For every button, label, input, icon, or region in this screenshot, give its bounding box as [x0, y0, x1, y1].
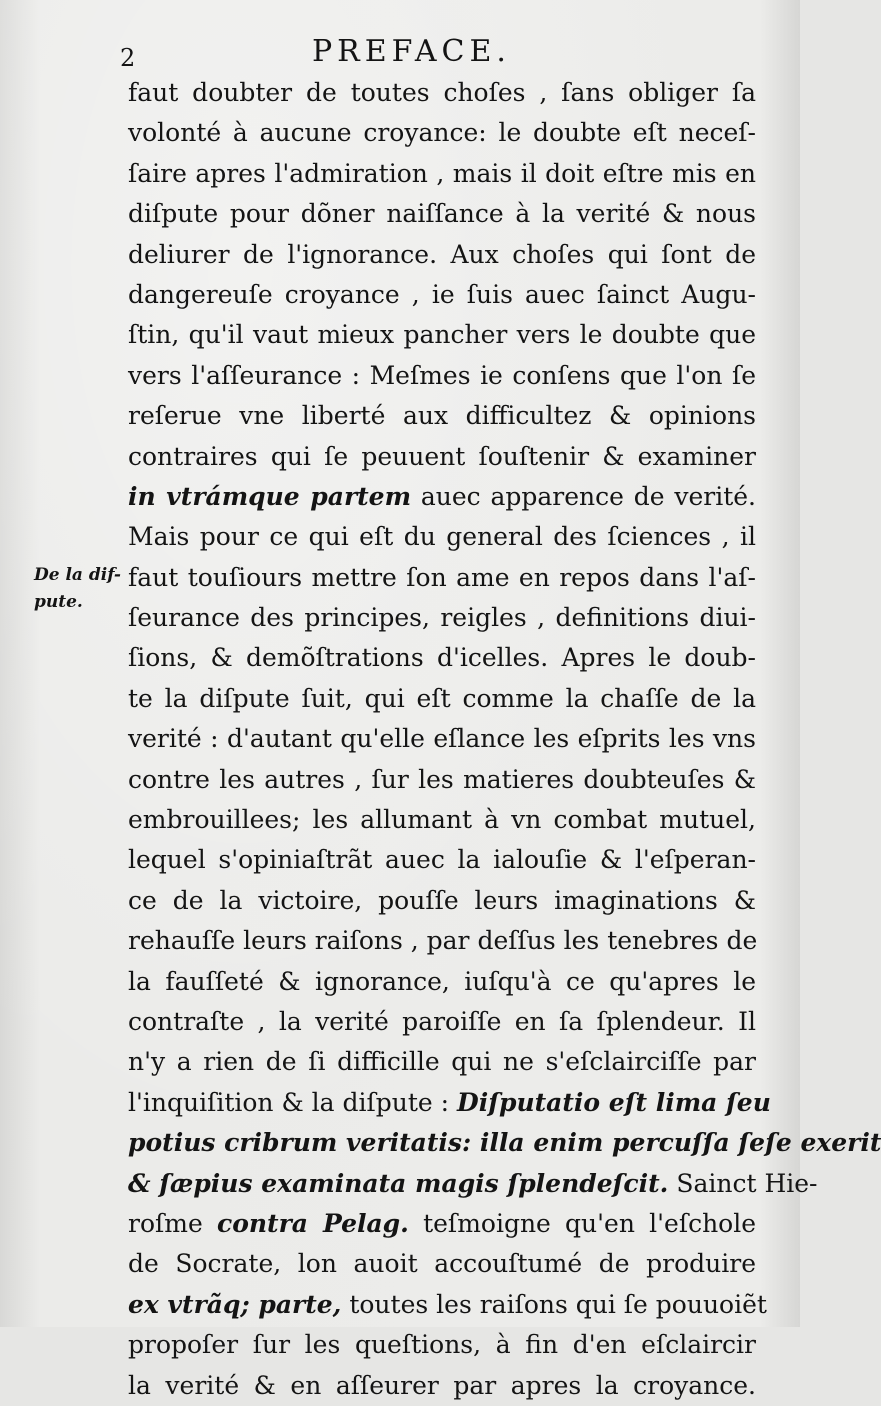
text-line [128, 1123, 881, 1163]
italic-text: potius cribrum veritatis: illa enim percuſſa ſeſe exerit [128, 1128, 881, 1158]
text-segment: de Socrate, lon auoit accouſtumé de produire [128, 1249, 756, 1279]
text-line [128, 315, 756, 355]
text-line [128, 154, 756, 194]
text-segment: lequel s'opiniaſtrãt auec la ialouſie & l'eſperan- [128, 845, 756, 875]
text-line [128, 800, 756, 840]
text-line [128, 1244, 756, 1284]
text-segment: te la diſpute ſuit, qui eſt comme la chaſſe de la [128, 683, 756, 713]
text-line [128, 275, 756, 315]
text-segment: teſmoigne qu'en l'eſchole [408, 1208, 757, 1238]
text-segment: embrouillees; les allumant à vn combat mutuel, [128, 805, 756, 835]
text-segment: contre les autres , ſur les matieres doubteuſes & [128, 764, 756, 794]
text-line [128, 921, 756, 961]
text-segment: la fauſſeté & ignorance, iuſqu'à ce qu'apres le [128, 966, 756, 996]
text-line [128, 437, 756, 477]
margin-note-line: De la dif- [34, 565, 121, 585]
text-line [128, 1002, 756, 1042]
text-line [128, 760, 756, 800]
text-segment: auec apparence de verité. [411, 481, 756, 511]
text-line [128, 962, 756, 1002]
text-line [128, 194, 756, 234]
text-segment: dangereuſe croyance , ie ſuis auec ſainct Augu- [128, 279, 756, 309]
text-segment: faut doubter de toutes choſes , ſans obliger ſa [128, 78, 756, 107]
text-segment: toutes les raiſons qui ſe pouuoiẽt [341, 1289, 767, 1319]
italic-text: in vtrámque partem [128, 481, 412, 511]
text-segment: l'inquiſition & la diſpute : [128, 1087, 458, 1117]
text-line [128, 113, 756, 153]
text-line [128, 719, 756, 759]
italic-text: contra Pelag. [216, 1208, 409, 1238]
text-line [128, 235, 756, 275]
text-segment: ſeurance des principes, reigles , definitions diui- [128, 603, 756, 633]
text-segment: diſpute pour dõner naiſſance à la verité & nous [128, 199, 756, 229]
text-segment: ce de la victoire, pouſſe leurs imaginations & [128, 885, 756, 915]
body-text [128, 73, 881, 1406]
text-segment: Mais pour ce qui eſt du general des ſciences , il [128, 522, 756, 552]
text-segment: contraires qui ſe peuuent ſouſtenir & examiner [128, 441, 756, 471]
running-title: PREFACE. [312, 34, 511, 69]
text-line [128, 558, 756, 598]
italic-text: ex vtrãq; parte, [128, 1289, 342, 1319]
italic-text: & ſæpius examinata magis ſplendeſcit. [128, 1168, 669, 1198]
text-line [128, 396, 756, 436]
text-line [128, 517, 756, 557]
page-number: 2 [120, 44, 136, 72]
text-segment: contraſte , la verité paroiſſe en ſa ſplendeur. Il [128, 1006, 756, 1036]
text-line [128, 1164, 818, 1204]
text-segment: deliurer de l'ignorance. Aux choſes qui ſont de [128, 239, 756, 269]
text-line [128, 1285, 767, 1325]
margin-note-line: pute. [34, 592, 83, 612]
text-segment: propoſer ſur les queſtions, à fin d'en eſclaircir [128, 1330, 756, 1360]
text-line [128, 1083, 771, 1123]
page-header [0, 32, 800, 72]
text-segment: ſions, & demõſtrations d'icelles. Apres le doub- [128, 643, 756, 673]
text-segment: ſtin, qu'il vaut mieux pancher vers le doubte que [128, 320, 756, 350]
text-line [128, 1325, 756, 1365]
text-line [128, 638, 756, 678]
text-segment: volonté à aucune croyance: le doubte eſt neceſ- [128, 118, 756, 148]
text-line [128, 73, 756, 113]
italic-text: Diſputatio eſt lima ſeu [457, 1087, 771, 1117]
text-line [128, 881, 756, 921]
text-segment: vers l'aſſeurance : Meſmes ie conſens que l'on ſe [128, 360, 756, 390]
text-line [128, 1366, 756, 1406]
text-segment: ſaire apres l'admiration , mais il doit eſtre mis en [128, 158, 756, 188]
text-segment: rehauſſe leurs raiſons , par deſſus les tenebres de [128, 926, 758, 956]
text-line [128, 1204, 756, 1244]
text-line [128, 477, 756, 517]
text-segment: faut touſiours mettre ſon ame en repos dans l'aſ- [128, 562, 756, 592]
text-segment: la verité & en aſſeurer par apres la croyance. [128, 1370, 756, 1400]
text-line [128, 679, 756, 719]
text-segment: roſme [128, 1208, 217, 1238]
text-line [128, 840, 756, 880]
text-segment: verité : d'autant qu'elle eſlance les eſprits les vns [128, 724, 756, 754]
text-line [128, 1042, 756, 1082]
margin-note [34, 562, 126, 616]
text-line [128, 356, 756, 396]
text-segment: reſerue vne liberté aux difficultez & opinions [128, 401, 756, 431]
text-segment: n'y a rien de ſi difficille qui ne s'eſclairciſſe par [128, 1047, 756, 1077]
text-segment: Sainct Hie- [668, 1168, 818, 1198]
text-line [128, 598, 756, 638]
